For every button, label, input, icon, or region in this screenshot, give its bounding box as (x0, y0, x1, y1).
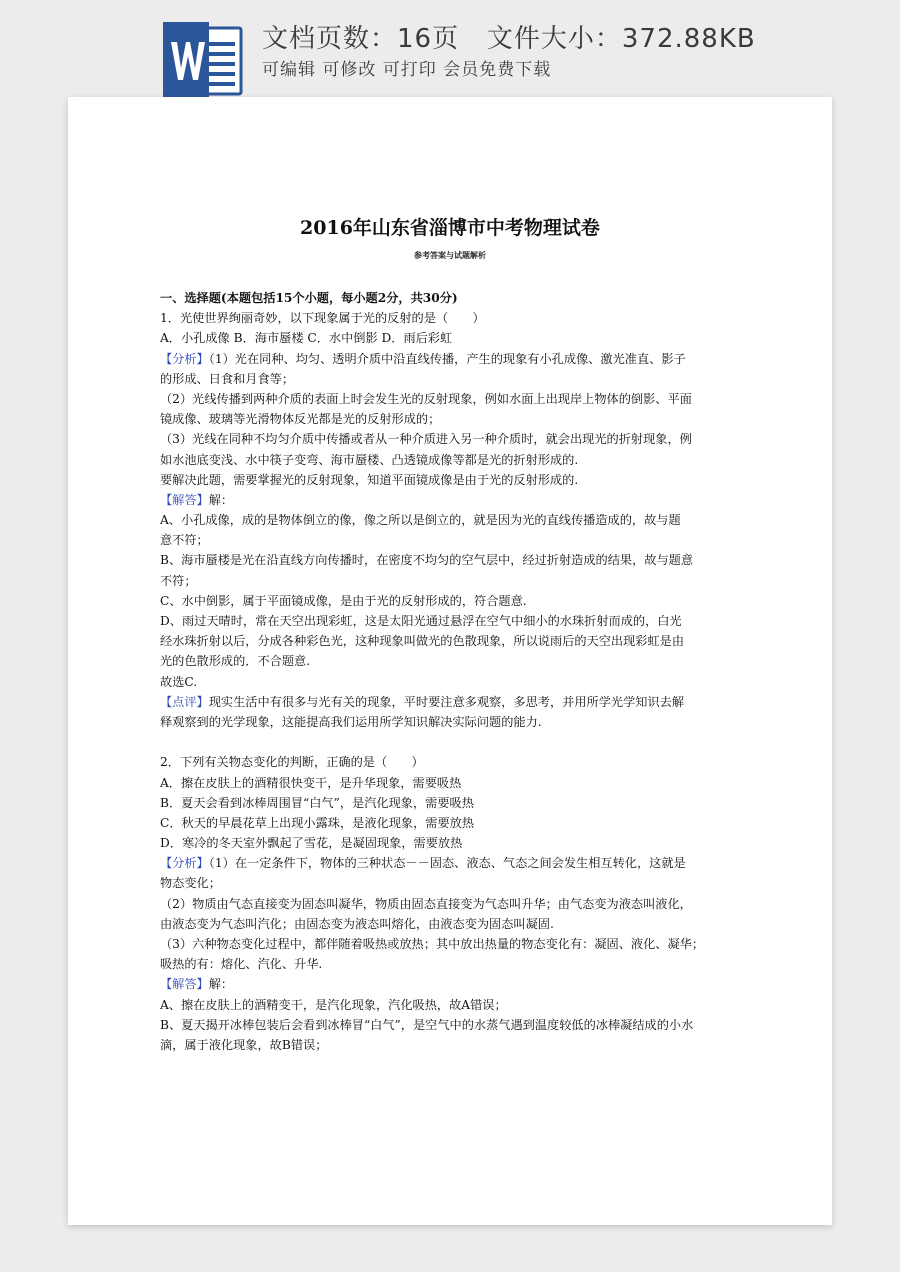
line-text: 由液态变为气态叫汽化；由固态变为液态叫熔化，由液态变为固态叫凝固. (160, 916, 554, 931)
text-line (160, 894, 750, 914)
line-text: 解： (208, 492, 234, 507)
line-text: A．擦在皮肤上的酒精很快变干，是升华现象，需要吸热 (160, 775, 462, 790)
line-text: 物态变化； (160, 876, 221, 891)
line-text: 光的色散形成的．不合题意. (160, 654, 311, 669)
line-text: 不符； (160, 573, 197, 588)
line-text: B、夏天揭开冰棒包装后会看到冰棒冒“白气”，是空气中的水蒸气遇到温度较低的冰棒凝结成的小水 (160, 1017, 694, 1032)
text-line (160, 914, 750, 934)
text-line (160, 692, 750, 712)
text-line (160, 833, 750, 853)
text-line (160, 571, 750, 591)
line-text: 的形成、日食和月食等； (160, 371, 295, 386)
text-line (160, 793, 750, 813)
line-text: 1．光使世界绚丽奇妙，以下现象属于光的反射的是（ ） (160, 311, 485, 326)
document-page (68, 97, 832, 1225)
section-tag: 【解答】 (160, 977, 209, 992)
text-line (160, 813, 750, 833)
text-line (160, 954, 750, 974)
section-tag: 【分析】 (160, 856, 209, 871)
line-text: 要解决此题，需要掌握光的反射现象，知道平面镜成像是由于光的反射形成的. (160, 472, 579, 487)
document-subtitle: 参考答案与试题解析 (414, 250, 486, 260)
text-line (160, 773, 750, 793)
line-text: 释观察到的光学现象，这能提高我们运用所学知识解决实际问题的能力. (160, 714, 542, 729)
document-title: 2016年山东省淄博市中考物理试卷 (300, 217, 600, 239)
text-line (160, 853, 750, 873)
document-info-header (0, 0, 900, 100)
text-line (160, 712, 750, 732)
text-line (160, 611, 750, 631)
text-line (160, 631, 750, 651)
line-text: A、小孔成像，成的是物体倒立的像，像之所以是倒立的，就是因为光的直线传播造成的，故与题 (160, 513, 681, 528)
text-line (160, 389, 750, 409)
section-tag: 【点评】 (160, 694, 209, 709)
text-line (160, 510, 750, 530)
line-text: （2）物质由气态直接变为固态叫凝华，物质由固态直接变为气态叫升华；由气态变为液态叫液化， (160, 896, 692, 911)
text-line (160, 651, 750, 671)
line-text: 解： (208, 977, 234, 992)
line-text: 一、选择题(本题包括15个小题，每小题2分，共30分) (160, 291, 458, 305)
line-text: （3）六种物态变化过程中，都伴随着吸热或放热；其中放出热量的物态变化有：凝固、液化、凝华； (160, 937, 705, 951)
text-line (160, 409, 750, 429)
text-line (160, 974, 750, 994)
line-text: C．秋天的早晨花草上出现小露珠，是液化现象，需要放热 (160, 815, 475, 830)
line-text: （3）光线在同种不均匀介质中传播或者从一种介质进入另一种介质时，就会出现光的折射现象，例 (160, 432, 692, 447)
line-text: A．小孔成像 B．海市蜃楼 C．水中倒影 D．雨后彩虹 (160, 331, 453, 346)
document-body (160, 288, 750, 1055)
line-text: 经水珠折射以后，分成各种彩色光，这种现象叫做光的色散现象，所以说雨后的天空出现彩虹是由 (160, 634, 685, 649)
line-text: 吸热的有：熔化、汽化、升华. (160, 957, 323, 972)
blank-line (160, 732, 750, 752)
line-text: 现实生活中有很多与光有关的现象，平时要注意多观察，多思考，并用所学光学知识去解 (208, 694, 685, 709)
text-line (160, 450, 750, 470)
text-line (160, 490, 750, 510)
line-text: （1）在一定条件下，物体的三种状态－－固态、液态、气态之间会发生相互转化，这就是 (208, 856, 686, 871)
text-line (160, 1035, 750, 1055)
text-line (160, 308, 750, 328)
line-text: A、擦在皮肤上的酒精变干，是汽化现象，汽化吸热，故A错误； (160, 997, 507, 1012)
line-text: 2．下列有关物态变化的判断，正确的是（ ） (160, 755, 424, 770)
line-text: 故选C. (160, 674, 198, 689)
text-line (160, 470, 750, 490)
text-line (160, 349, 750, 369)
line-text: D、雨过天晴时，常在天空出现彩虹，这是太阳光通过悬浮在空气中细小的水珠折射而成的，白光 (160, 614, 682, 628)
text-line (160, 429, 750, 449)
line-text: （1）光在同种、均匀、透明介质中沿直线传播，产生的现象有小孔成像、激光准直、影子 (208, 351, 686, 366)
text-line (160, 672, 750, 692)
section-tag: 【解答】 (160, 492, 209, 507)
line-text: 镜成像、玻璃等光滑物体反光都是光的反射形成的； (160, 412, 441, 427)
text-line (160, 995, 750, 1015)
text-line (160, 934, 750, 954)
text-line (160, 369, 750, 389)
line-text: D．寒冷的冬天室外飘起了雪花，是凝固现象，需要放热 (160, 836, 463, 851)
file-info-title: 文档页数：16页 文件大小：372.88KB (262, 24, 756, 54)
line-text: B、海市蜃楼是光在沿直线方向传播时，在密度不均匀的空气层中，经过折射造成的结果，故与题意 (160, 553, 694, 568)
line-text: 如水池底变浅、水中筷子变弯、海市蜃楼、凸透镜成像等都是光的折射形成的. (160, 452, 579, 467)
line-text: 意不符； (160, 533, 209, 548)
section-heading (160, 288, 750, 308)
text-line (160, 873, 750, 893)
text-line (160, 328, 750, 348)
file-info-subtitle: 可编辑 可修改 可打印 会员免费下载 (262, 60, 552, 80)
text-line (160, 1015, 750, 1035)
word-document-icon (163, 22, 243, 98)
line-text: （2）光线传播到两种介质的表面上时会发生光的反射现象，例如水面上出现岸上物体的倒影、平面 (160, 391, 692, 406)
line-text: 滴，属于液化现象，故B错误； (160, 1037, 328, 1052)
line-text: C、水中倒影，属于平面镜成像，是由于光的反射形成的，符合题意. (160, 593, 527, 608)
section-tag: 【分析】 (160, 351, 209, 366)
text-line (160, 752, 750, 772)
text-line (160, 591, 750, 611)
line-text: B．夏天会看到冰棒周围冒“白气”，是汽化现象，需要吸热 (160, 795, 474, 810)
text-line (160, 550, 750, 570)
text-line (160, 530, 750, 550)
